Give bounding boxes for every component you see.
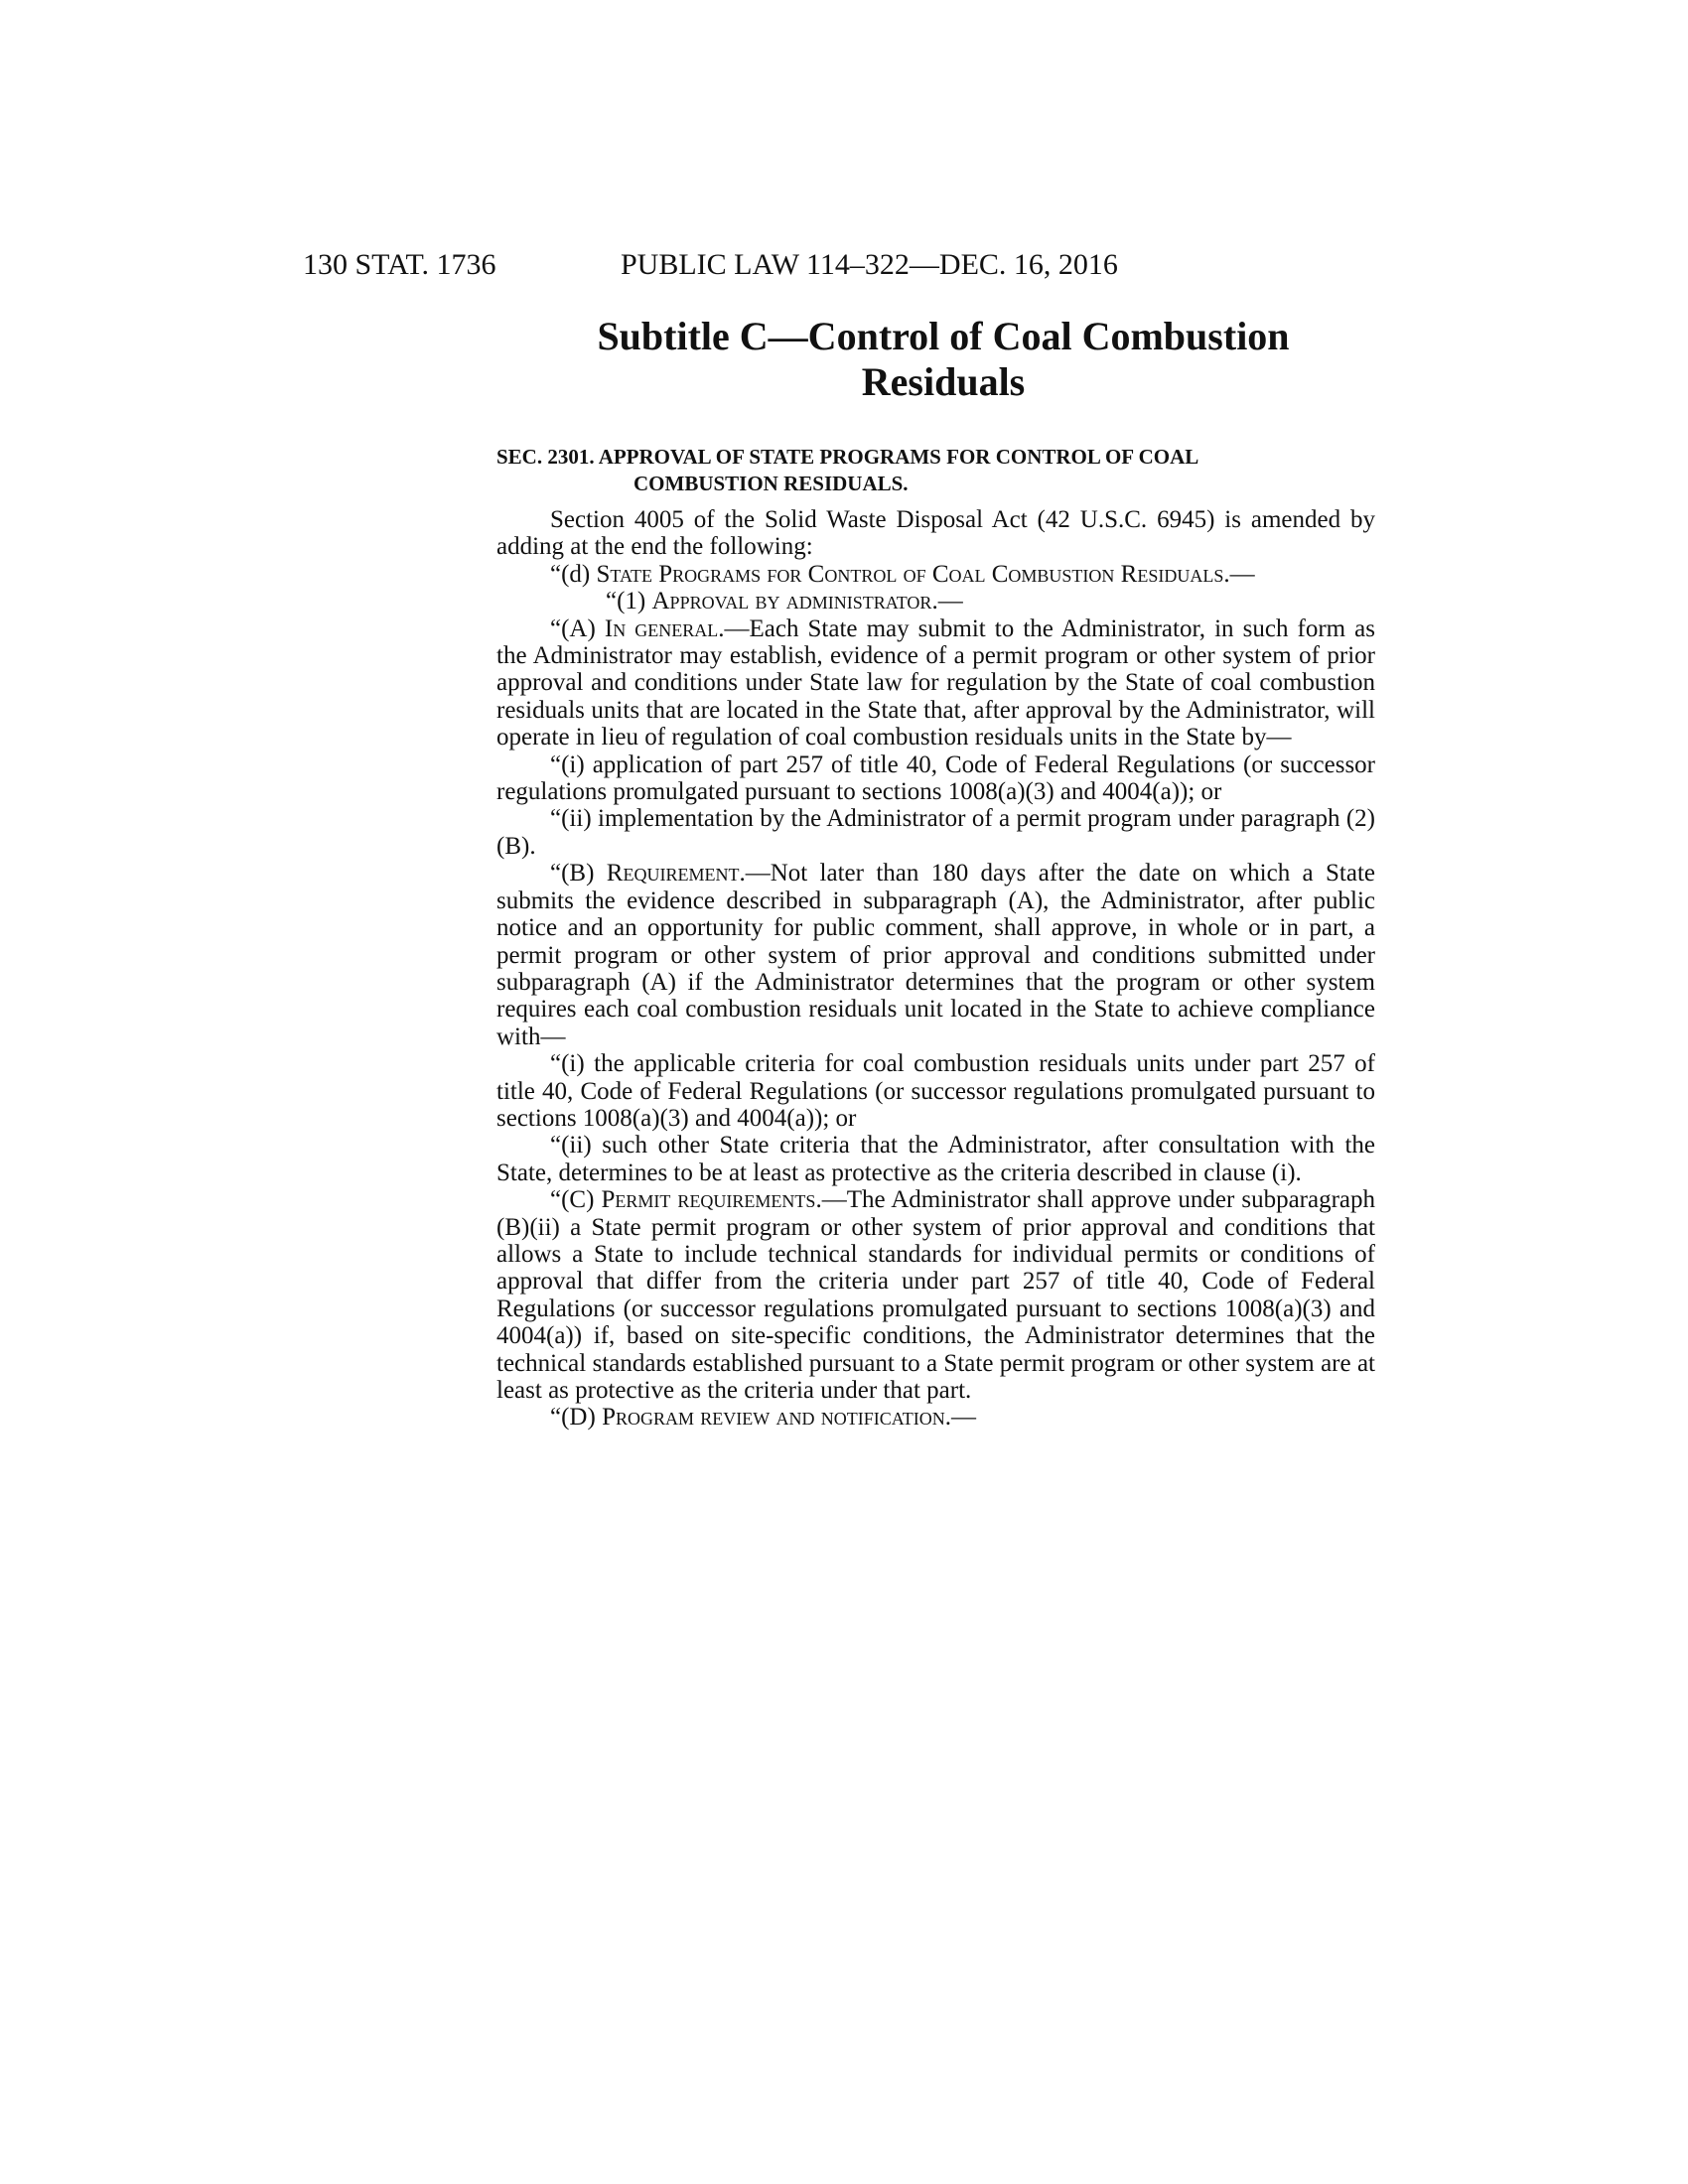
subparagraph-B-title: Requirement	[606, 860, 740, 887]
subparagraph-D-title: Program review and notification	[602, 1404, 945, 1432]
subparagraph-B-prefix: “(B)	[550, 860, 607, 887]
section-body	[496, 506, 1375, 1432]
clause-B-i: “(i) the applicable criteria for coal combustion residuals units under part 257 of title 40, Code of Federal Regulations (or successor regulations promulgated pursuant to sections 1008(a)(3) and 4004(a)); or	[496, 1050, 1375, 1132]
subsection-d-title: State Programs for Control of Coal Combustion Residuals	[596, 560, 1224, 588]
subtitle-line-2: Residuals	[861, 359, 1026, 404]
subparagraph-B-text: .—Not later than 180 days after the date on which a State submits the evidence described in subparagraph (A), the Administrator, after public notice and an opportunity for public comment, shall approve, in whole or in part, a permit program or other system of prior approval and conditions submitted under subparagraph (A) if the Administrator determines that the program or other system requires each coal combustion residuals unit located in the State to achieve compliance with—	[496, 860, 1375, 1050]
section-heading	[496, 444, 1375, 497]
subparagraph-A-prefix: “(A)	[550, 614, 605, 642]
subsection-d-prefix: “(d)	[550, 560, 597, 588]
subtitle-heading	[496, 314, 1390, 405]
paragraph-1-dash: .—	[931, 588, 963, 615]
subsection-d-heading	[496, 561, 1375, 588]
subparagraph-D-dash: .—	[944, 1404, 976, 1432]
running-head	[0, 248, 1688, 288]
subparagraph-C	[496, 1186, 1375, 1404]
subtitle-line-1: Subtitle C—Control of Coal Combustion	[597, 314, 1290, 358]
intro-paragraph: Section 4005 of the Solid Waste Disposal Act (42 U.S.C. 6945) is amended by adding at the end the following:	[496, 506, 1375, 561]
subparagraph-A-title: In general	[604, 614, 719, 642]
subsection-d-dash: .—	[1223, 560, 1255, 588]
clause-A-i: “(i) application of part 257 of title 40, Code of Federal Regulations (or successor regulations promulgated pursuant to sections 1008(a)(3) and 4004(a)); or	[496, 751, 1375, 806]
subparagraph-C-prefix: “(C)	[550, 1186, 602, 1214]
subparagraph-A-text: .—Each State may submit to the Administrator, in such form as the Administrator may establish, evidence of a permit program or other system of prior approval and conditions under State law for regulation by the State of coal combustion residuals units that are located in the State that, after approval by the Administrator, will operate in lieu of regulation of coal combustion residuals units in the State by—	[496, 614, 1375, 751]
public-law-citation: PUBLIC LAW 114–322—DEC. 16, 2016	[621, 248, 1118, 281]
paragraph-1-prefix: “(1)	[606, 588, 652, 615]
subparagraph-D-heading	[496, 1404, 1375, 1431]
section-heading-line-1: SEC. 2301. APPROVAL OF STATE PROGRAMS FOR CONTROL OF COAL	[496, 445, 1199, 469]
section-heading-line-2: COMBUSTION RESIDUALS.	[633, 472, 909, 495]
paragraph-1-heading	[496, 588, 1375, 614]
page-citation: 130 STAT. 1736	[303, 248, 496, 281]
subparagraph-D-prefix: “(D)	[550, 1404, 603, 1432]
clause-A-ii: “(ii) implementation by the Administrator of a permit program under paragraph (2)(B).	[496, 805, 1375, 860]
subparagraph-C-title: Permit requirements	[601, 1186, 816, 1214]
subparagraph-A	[496, 615, 1375, 751]
subparagraph-C-text: .—The Administrator shall approve under subparagraph (B)(ii) a State permit program or other system of prior approval and conditions that allows a State to include technical standards for individual permits or conditions of approval that differ from the criteria under part 257 of title 40, Code of Federal Regulations (or successor regulations promulgated pursuant to sections 1008(a)(3) and 4004(a)) if, based on site-specific conditions, the Administrator determines that the technical standards established pursuant to a State permit program or other system are at least as protective as the criteria under that part.	[496, 1186, 1376, 1404]
paragraph-1-title: Approval by administrator	[651, 588, 932, 615]
subparagraph-B	[496, 860, 1375, 1050]
clause-B-ii: “(ii) such other State criteria that the Administrator, after consultation with the State, determines to be at least as protective as the criteria described in clause (i).	[496, 1132, 1375, 1186]
